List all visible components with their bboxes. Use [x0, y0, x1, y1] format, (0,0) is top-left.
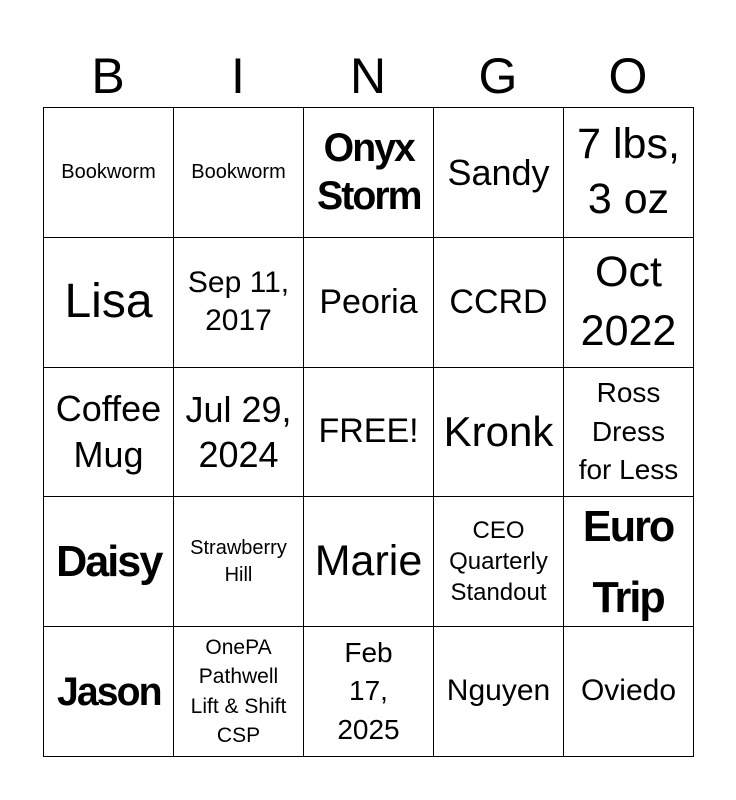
header-letter-g: G [478, 48, 518, 104]
bingo-cell-r1-c2[interactable] [174, 108, 304, 238]
bingo-cell-r1-c1[interactable] [44, 108, 174, 238]
bingo-cell-r3-c4[interactable] [434, 368, 564, 498]
bingo-cell-r1-c3[interactable] [304, 108, 434, 238]
cell-text: Nguyen [446, 674, 551, 708]
bingo-cell-r1-c5[interactable] [564, 108, 694, 238]
bingo-card [43, 107, 694, 757]
bingo-cell-r4-c5[interactable] [564, 497, 694, 627]
bingo-cell-r2-c2[interactable] [174, 238, 304, 368]
bingo-cell-r2-c5[interactable] [564, 238, 694, 368]
cell-text: Coffee Mug [55, 387, 162, 475]
cell-text: Oviedo [580, 674, 677, 708]
header-letter-i: I [231, 48, 245, 104]
bingo-cell-r3-c1[interactable] [44, 368, 174, 498]
bingo-header [43, 44, 693, 108]
bingo-cell-r2-c1[interactable] [44, 238, 174, 368]
cell-text: Bookworm [61, 161, 156, 184]
cell-text: Lisa [64, 275, 153, 328]
header-letter-o: O [608, 48, 648, 104]
cell-text: Onyx Storm [316, 125, 421, 219]
cell-text: Euro Trip [583, 501, 674, 622]
bingo-cell-r5-c3[interactable] [304, 627, 434, 757]
bingo-cell-r1-c4[interactable] [434, 108, 564, 238]
header-letter-n: N [349, 48, 387, 104]
bingo-cell-r3-c2[interactable] [174, 368, 304, 498]
cell-text: OnePA Pathwell Lift & Shift CSP [190, 635, 287, 747]
cell-text: Sep 11, 2017 [187, 265, 290, 338]
cell-text: Bookworm [191, 161, 286, 184]
bingo-cell-r5-c5[interactable] [564, 627, 694, 757]
bingo-cell-r3-c5[interactable] [564, 368, 694, 498]
cell-text: Jul 29, 2024 [185, 388, 292, 475]
cell-text: Peoria [319, 282, 418, 321]
bingo-cell-r4-c1[interactable] [44, 497, 174, 627]
cell-text: Feb 17, 2025 [337, 636, 400, 745]
cell-text: Oct 2022 [580, 247, 677, 356]
bingo-cell-r5-c2[interactable] [174, 627, 304, 757]
cell-text: Daisy [55, 537, 162, 587]
bingo-cell-r5-c1[interactable] [44, 627, 174, 757]
bingo-cell-r2-c3[interactable] [304, 238, 434, 368]
bingo-cell-r4-c4[interactable] [434, 497, 564, 627]
bingo-cell-r4-c3[interactable] [304, 497, 434, 627]
bingo-cell-r2-c4[interactable] [434, 238, 564, 368]
bingo-cell-r3-c3[interactable] [304, 368, 434, 498]
cell-text: Sandy [447, 151, 550, 193]
cell-text: Ross Dress for Less [578, 377, 679, 486]
bingo-cell-r4-c2[interactable] [174, 497, 304, 627]
cell-text: Jason [56, 669, 161, 714]
cell-text: 7 lbs, 3 oz [577, 119, 680, 224]
cell-text: Marie [314, 536, 423, 585]
bingo-cell-r5-c4[interactable] [434, 627, 564, 757]
header-letter-b: B [91, 48, 125, 104]
cell-text: FREE! [318, 412, 419, 451]
cell-text: Kronk [443, 407, 554, 455]
cell-text: Strawberry Hill [190, 536, 287, 586]
cell-text: CEO Quarterly Standout [449, 517, 548, 607]
cell-text: CCRD [449, 282, 548, 321]
